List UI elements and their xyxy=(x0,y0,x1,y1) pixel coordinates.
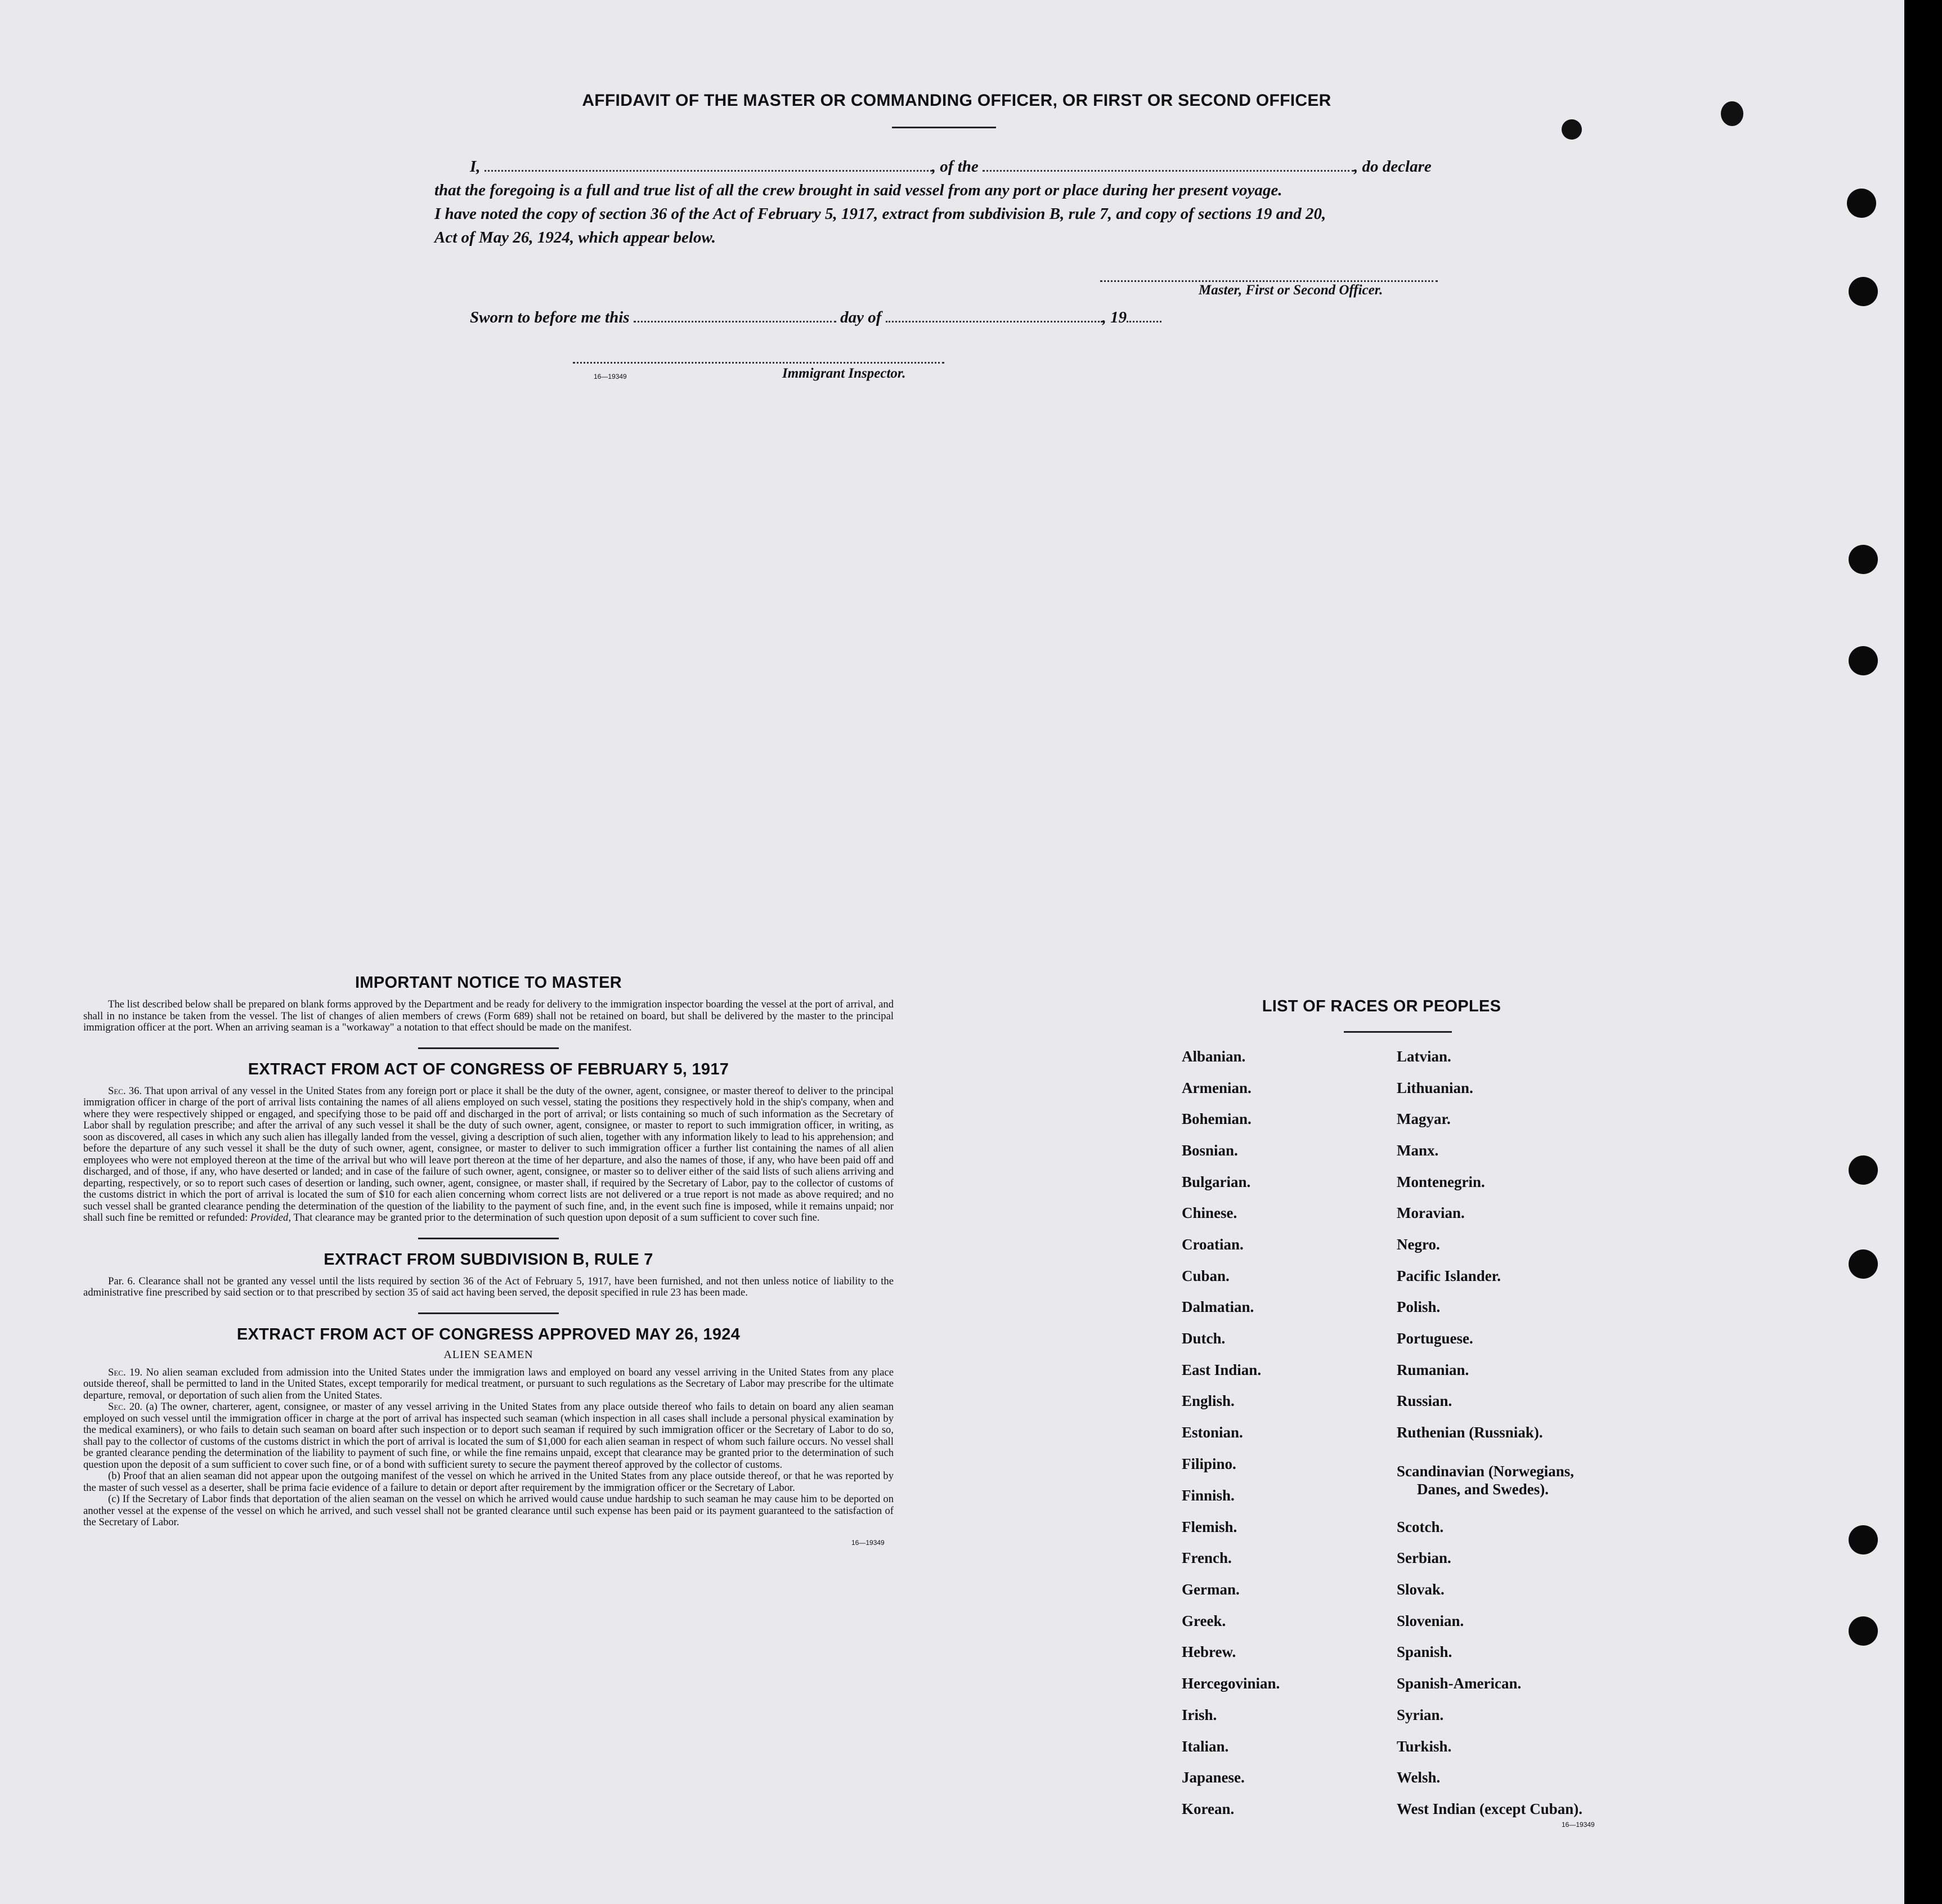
affidavit-line-2: that the foregoing is a full and true list of all the crew brought in said vessel from any port or place during her present voyage. xyxy=(434,181,1282,199)
sec20a-body: (a) The owner, charterer, agent, consignee, or master of any vessel arriving in the United States from any place outside thereof who fails to detain on board any alien seaman employed on such vessel until the immigration officer in charge at the port of arrival has inspected such seaman (which inspection in all cases shall include a personal physical examination by the medical examiners), or who fails to detain such seaman on board after such inspection or to deport such seaman if required by such immigration officer or the Secretary of Labor to do so, shall pay to the collector of customs of the customs district in which the port of arrival is located the sum of $1,000 for each alien seaman in respect of whom such failure occurs. No vessel shall be granted clearance pending the determination of the liability to payment of such fine, or while the fine remains unpaid, except that clearance may be granted prior to the determination of such question upon the deposit of a sum sufficient to cover such fine, or of a bond with sufficient surety to secure the payment thereof approved by the collector of customs. xyxy=(83,1401,894,1471)
ink-spot xyxy=(1562,119,1582,140)
sec20c-text: (c) If the Secretary of Labor finds that deportation of the alien seaman on the vessel on which he arrived would cause undue hardship to such seaman he may cause him to be deported on another vessel at the expense of the vessel on which he arrived, and such vessel shall not be granted clearance until such expense has been paid or its payment guaranteed to the satisfaction of the Secretary of Labor. xyxy=(83,1493,894,1528)
races-form-number: 16—19349 xyxy=(1562,1821,1595,1829)
extract-1917-text xyxy=(83,1086,894,1224)
race-item: Negro. xyxy=(1397,1236,1440,1253)
day-blank xyxy=(634,310,836,322)
races-title: LIST OF RACES OR PEOPLES xyxy=(1262,997,1501,1015)
race-item: Hercegovinian. xyxy=(1182,1675,1280,1692)
affidavit-line-3: I have noted the copy of section 36 of the Act of February 5, 1917, extract from subdivision B, rule 7, and copy of sections 19 and 20, xyxy=(434,205,1326,223)
sec36-body: That upon arrival of any vessel in the United States from any foreign port or place it shall be the duty of the owner, agent, consignee, or master thereof to deliver to the principal immigration officer in charge of the port of arrival lists containing the names of all aliens employed on such vessel, stating the positions they respectively hold in the ship's company, when and where they were respectively shipped or engaged, and specifying those to be paid off and discharged in the port of arrival; or lists containing so much of such information as the Secretary of Labor shall by regulation prescribe; and after the arrival of any such vessel it shall be the duty of such owner, agent, consignee, or master to report to such immigration officer, in writing, as soon as discovered, all cases in which any such alien has illegally landed from the vessel, giving a description of such alien, together with any information likely to lead to his apprehension; and before the departure of any such vessel it shall be the duty of such owner, agent, consignee, or master to deliver to such immigration officer a further list containing the names of all alien employees who were not employed thereon at the time of the arrival but who will leave port thereon at the time of her departure, and also the names of those, if any, who have been paid off and discharged, and of those, if any, who have deserted or landed; and in case of the failure of such owner, agent, consignee, or master so to deliver either of the said lists of such aliens arriving and departing, respectively, or so to report such cases of desertion or landing, such owner, agent, consignee, or master shall, if required by the Secretary of Labor, pay to the collector of customs of the customs district in which the port of arrival is located the sum of $10 for each alien concerning whom correct lists are not delivered or a true report is not made as above required; and no such vessel shall be granted clearance pending the determination of the question of the liability to the payment of such fine, and, in the event such fine is imposed, while it remains unpaid; nor shall such fine be remitted or refunded: xyxy=(83,1085,894,1224)
sworn-label: Sworn to before me this xyxy=(470,308,630,326)
extract-1917-title: EXTRACT FROM ACT OF CONGRESS OF FEBRUARY 5, 1917 xyxy=(248,1060,729,1078)
notice-text: The list described below shall be prepared on blank forms approved by the Department and be ready for delivery to the immigration inspector boarding the vessel at the port of arrival, and shall in no instance be taken from the vessel. The list of changes of alien members of crews (Form 689) shall not be retained on board, but shall be delivered by the master to the principal immigration officer at the port. When an arriving seaman is a "workaway" a notation to that effect should be made on the manifest. xyxy=(83,998,894,1033)
extract-rule7-title: EXTRACT FROM SUBDIVISION B, RULE 7 xyxy=(324,1250,653,1269)
notices-column xyxy=(83,974,894,1547)
race-item: Albanian. xyxy=(1182,1048,1246,1065)
of-the-label: , of the xyxy=(931,158,979,176)
year-blank xyxy=(1127,310,1161,322)
sec20a-text xyxy=(83,1401,894,1471)
year-label: , 19 xyxy=(1102,308,1127,326)
race-item: Spanish-American. xyxy=(1397,1675,1522,1692)
race-item: Magyar. xyxy=(1397,1110,1451,1127)
race-item: Hebrew. xyxy=(1182,1643,1236,1660)
day-of-label: day of xyxy=(840,308,882,326)
race-item: Russian. xyxy=(1397,1392,1452,1409)
sec19-body: No alien seaman excluded from admission into the United States under the immigration laws and employed on board any vessel arriving in the United States from any place outside thereof, shall be permitted to land in the United States, except temporarily for medical treatment, or pursuant to such regulations as the Secretary of Labor may prescribe for the ultimate departure, removal, or deportation of such alien from the United States. xyxy=(83,1366,894,1401)
binder-hole xyxy=(1849,1616,1878,1646)
provided-label: Provided, xyxy=(250,1212,291,1224)
race-item: Estonian. xyxy=(1182,1424,1243,1441)
race-item: Croatian. xyxy=(1182,1236,1244,1253)
race-item: Bosnian. xyxy=(1182,1142,1238,1159)
race-item: Korean. xyxy=(1182,1800,1235,1817)
notice-title: IMPORTANT NOTICE TO MASTER xyxy=(355,974,622,992)
divider-1 xyxy=(418,1047,559,1049)
race-item: Moravian. xyxy=(1397,1204,1465,1221)
race-item: German. xyxy=(1182,1581,1240,1598)
sworn-line xyxy=(470,308,1314,327)
affidavit-line-4: Act of May 26, 1924, which appear below. xyxy=(434,229,716,247)
race-item: Bohemian. xyxy=(1182,1110,1252,1127)
sec20-label: Sec. 20. xyxy=(108,1401,143,1413)
extract-rule7-text: Par. 6. Clearance shall not be granted any vessel until the lists required by section 36 of the Act of February 5, 1917, have been furnished, and not then unless notice of liability to the administrative fine prescribed by said section or to that prescribed by section 35 of said act having been served, the deposit specified in rule 23 has been made. xyxy=(83,1275,894,1298)
signature-caption: Master, First or Second Officer. xyxy=(1199,283,1383,298)
race-item: Polish. xyxy=(1397,1298,1441,1315)
race-item: Pacific Islander. xyxy=(1397,1267,1501,1284)
race-item: Turkish. xyxy=(1397,1738,1452,1755)
race-item: Chinese. xyxy=(1182,1204,1237,1221)
divider-3 xyxy=(418,1312,559,1314)
race-item: Slovak. xyxy=(1397,1581,1445,1598)
affidavit-form-number: 16—19349 xyxy=(594,373,627,380)
race-item: Scandinavian (Norwegians, xyxy=(1397,1463,1575,1480)
notices-form-number: 16—19349 xyxy=(851,1538,885,1547)
sec36-label: Sec. 36. xyxy=(108,1085,142,1097)
sec20b-text: (b) Proof that an alien seaman did not appear upon the outgoing manifest of the vessel on which he arrived in the United States from any place outside thereof, or that he was reported by the master of such vessel as a deserter, shall be prima facie evidence of a failure to detain or deport after requirement by the immigration officer or the Secretary of Labor. xyxy=(83,1470,894,1494)
ink-spot xyxy=(1721,101,1743,126)
do-declare-label: , do declare xyxy=(1354,158,1432,176)
race-item: Portuguese. xyxy=(1397,1330,1473,1347)
race-item: Montenegrin. xyxy=(1397,1173,1485,1190)
race-item: Filipino. xyxy=(1182,1455,1236,1472)
alien-seamen-subtitle: ALIEN SEAMEN xyxy=(443,1348,533,1361)
i-label: I, xyxy=(470,158,481,176)
affidavit-line-1 xyxy=(470,158,1494,176)
binder-hole xyxy=(1847,189,1876,218)
binder-hole xyxy=(1849,1155,1878,1185)
race-item: Dalmatian. xyxy=(1182,1298,1254,1315)
month-blank xyxy=(886,310,1102,322)
race-item: Greek. xyxy=(1182,1612,1226,1629)
race-item: Finnish. xyxy=(1182,1487,1235,1504)
binder-hole xyxy=(1849,277,1878,306)
race-item: Welsh. xyxy=(1397,1769,1441,1786)
sec19-label: Sec. 19. xyxy=(108,1366,143,1378)
race-item: English. xyxy=(1182,1392,1235,1409)
binder-hole xyxy=(1849,1525,1878,1554)
scan-edge xyxy=(1904,0,1942,1904)
vessel-blank xyxy=(983,159,1354,172)
race-item: Rumanian. xyxy=(1397,1361,1469,1378)
sec36-end: That clearance may be granted prior to the determination of such question upon deposit of a sum sufficient to cover such fine. xyxy=(293,1212,820,1224)
race-item: Irish. xyxy=(1182,1706,1217,1723)
binder-hole xyxy=(1849,545,1878,574)
race-item: East Indian. xyxy=(1182,1361,1262,1378)
race-item: Armenian. xyxy=(1182,1079,1252,1096)
binder-hole xyxy=(1849,1249,1878,1279)
race-item: Spanish. xyxy=(1397,1643,1452,1660)
race-item: Manx. xyxy=(1397,1142,1439,1159)
race-item: Lithuanian. xyxy=(1397,1079,1473,1096)
race-item: Latvian. xyxy=(1397,1048,1451,1065)
race-item: Syrian. xyxy=(1397,1706,1444,1723)
binder-hole xyxy=(1849,646,1878,675)
race-item: Ruthenian (Russniak). xyxy=(1397,1424,1543,1441)
extract-1924-title: EXTRACT FROM ACT OF CONGRESS APPROVED MAY 26, 1924 xyxy=(236,1325,741,1343)
inspector-signature-line xyxy=(573,362,944,364)
name-blank xyxy=(485,159,932,172)
race-item: Scotch. xyxy=(1397,1518,1444,1535)
race-item: Flemish. xyxy=(1182,1518,1237,1535)
title-underline xyxy=(892,127,996,128)
race-item: Dutch. xyxy=(1182,1330,1226,1347)
races-title-underline xyxy=(1344,1031,1452,1033)
race-item: Japanese. xyxy=(1182,1769,1245,1786)
race-item: West Indian (except Cuban). xyxy=(1397,1800,1583,1817)
affidavit-title: AFFIDAVIT OF THE MASTER OR COMMANDING OFFICER, OR FIRST OR SECOND OFFICER xyxy=(582,91,1331,110)
race-item: Danes, and Swedes). xyxy=(1417,1481,1549,1498)
race-item: French. xyxy=(1182,1549,1232,1566)
race-item: Italian. xyxy=(1182,1738,1229,1755)
divider-2 xyxy=(418,1238,559,1239)
signature-line xyxy=(1100,280,1438,282)
inspector-caption: Immigrant Inspector. xyxy=(782,366,906,381)
sec19-text xyxy=(83,1367,894,1402)
race-item: Slovenian. xyxy=(1397,1612,1464,1629)
race-item: Serbian. xyxy=(1397,1549,1451,1566)
race-item: Bulgarian. xyxy=(1182,1173,1251,1190)
race-item: Cuban. xyxy=(1182,1267,1230,1284)
